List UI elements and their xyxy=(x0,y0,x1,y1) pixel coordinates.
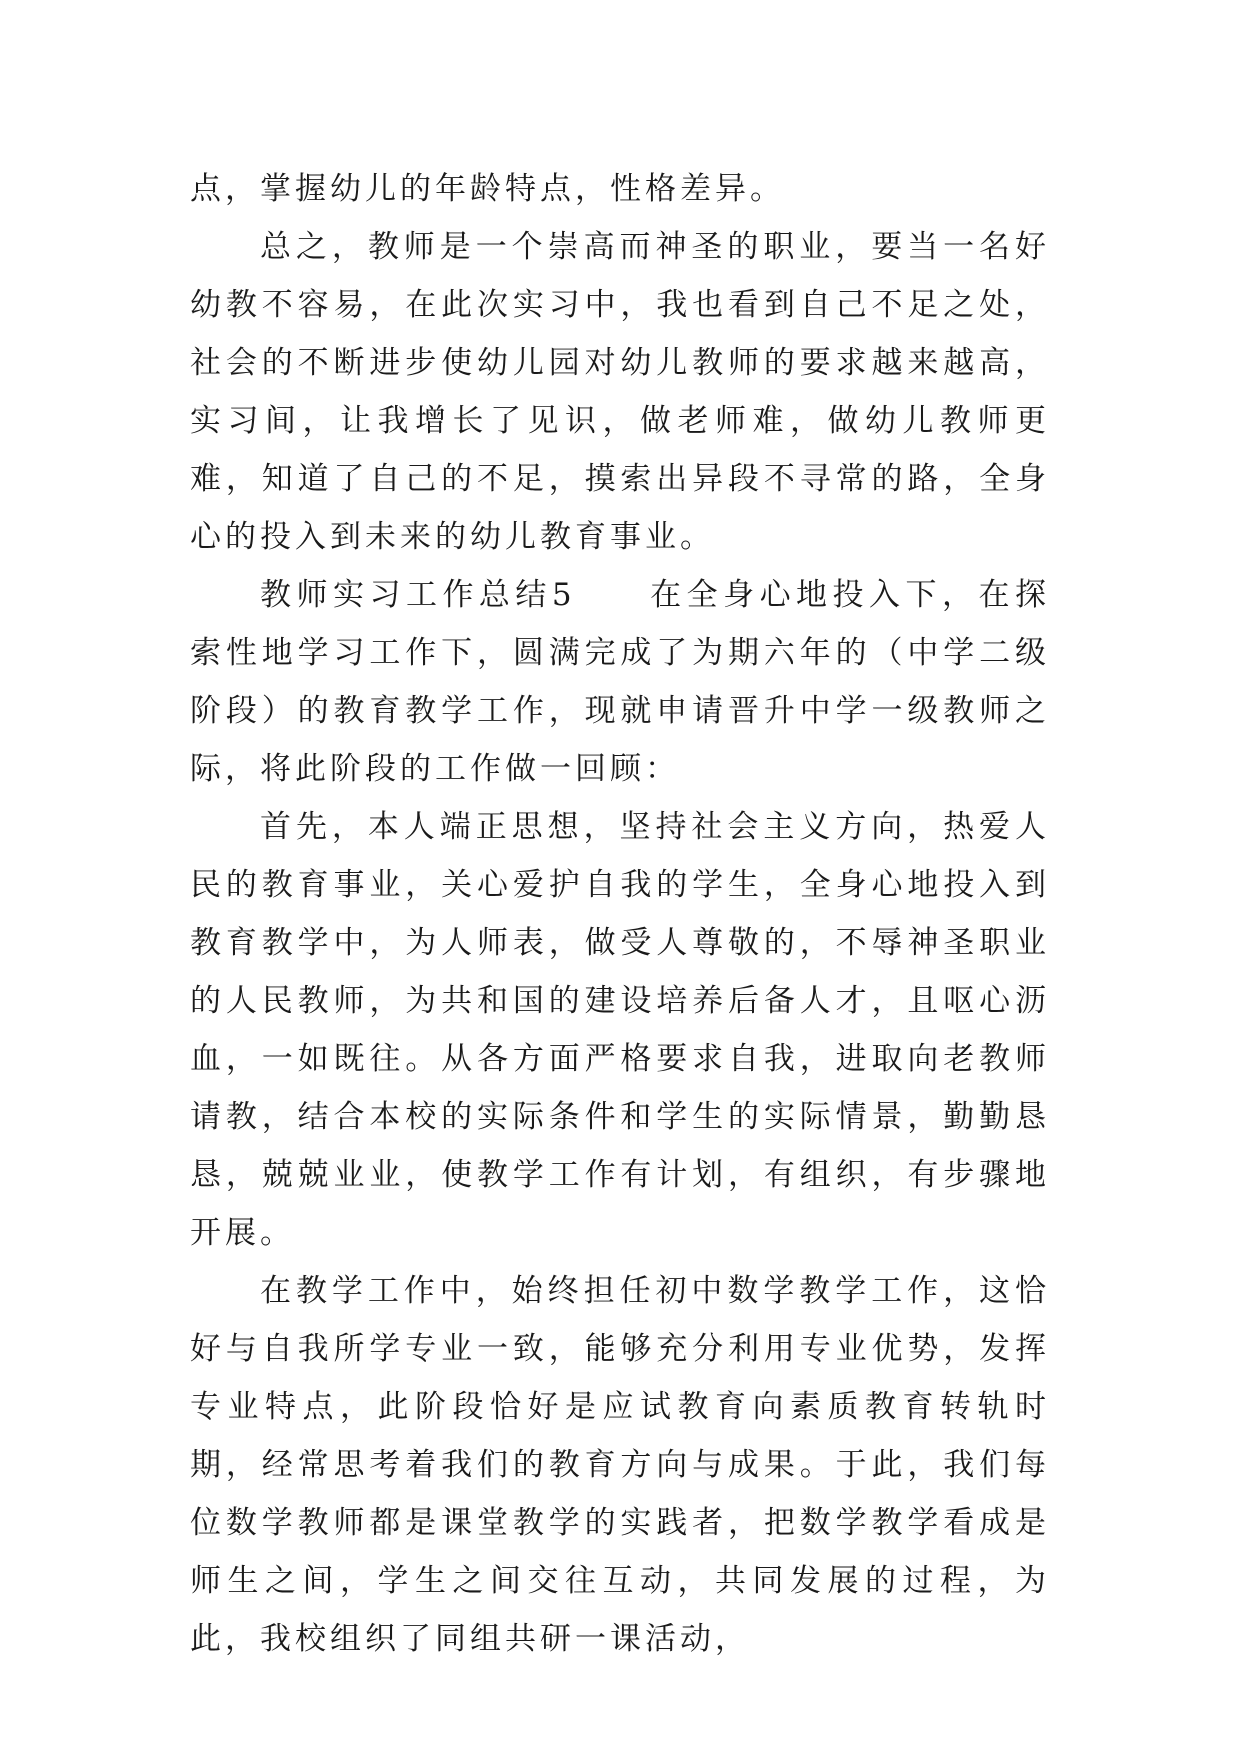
paragraph-4: 首先，本人端正思想，坚持社会主义方向，热爱人民的教育事业，关心爱护自我的学生，全身心地投入到教育教学中，为人师表，做受人尊敬的，不辱神圣职业的人民教师，为共和国的建设培养后备人才，且呕心沥血，一如既往。从各方面严格要求自我，进取向老教师请教，结合本校的实际条件和学生的实际情景，勤勤恳恳，兢兢业业，使教学工作有计划，有组织，有步骤地开展。 xyxy=(190,809,1050,1251)
document-body xyxy=(190,160,1050,1668)
paragraph-5: 在教学工作中，始终担任初中数学教学工作，这恰好与自我所学专业一致，能够充分利用专业优势，发挥专业特点，此阶段恰好是应试教育向素质教育转轨时期，经常思考着我们的教育方向与成果。于此，我们每位数学教师都是课堂教学的实践者，把数学教学看成是师生之间，学生之间交往互动，共同发展的过程，为此，我校组织了同组共研一课活动， xyxy=(190,1273,1050,1657)
paragraph-3: 教师实习工作总结5 在全身心地投入下，在探索性地学习工作下，圆满完成了为期六年的（中学二级阶段）的教育教学工作，现就申请晋升中学一级教师之际，将此阶段的工作做一回顾： xyxy=(190,577,1050,787)
paragraph-1: 点，掌握幼儿的年龄特点，性格差异。 xyxy=(190,171,785,207)
paragraph-2: 总之，教师是一个崇高而神圣的职业，要当一名好幼教不容易，在此次实习中，我也看到自己不足之处，社会的不断进步使幼儿园对幼儿教师的要求越来越高，实习间，让我增长了见识，做老师难，做幼儿教师更难，知道了自己的不足，摸索出异段不寻常的路，全身心的投入到未来的幼儿教育事业。 xyxy=(190,229,1050,555)
